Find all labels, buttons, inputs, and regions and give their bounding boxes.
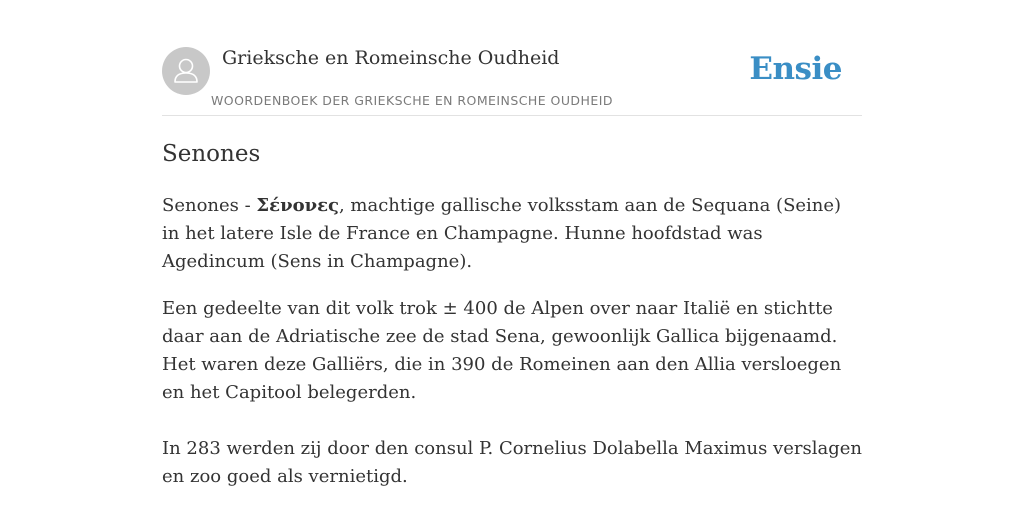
source-avatar[interactable]: [162, 47, 210, 95]
entry-title: Senones: [162, 141, 261, 167]
entry-paragraph-3: In 283 werden zij door den consul P. Cornelius Dolabella Maximus verslagen en zoo goed als vernietigd.: [162, 438, 862, 487]
ensie-logo[interactable]: Ensie: [749, 51, 842, 87]
page: [162, 0, 862, 512]
user-silhouette-icon: [162, 47, 210, 95]
source-header: [162, 0, 862, 116]
source-subtitle: WOORDENBOEK DER GRIEKSCHE EN ROMEINSCHE OUDHEID: [211, 93, 613, 108]
entry-definition: , machtige gallische volksstam aan de Sequana (Seine) in het latere Isle de France en Champagne. Hunne hoofdstad was Agedincum (Sens in Champagne).: [162, 195, 842, 272]
entry-paragraph-1: [162, 192, 862, 276]
greek-term: Σένονες: [256, 195, 339, 216]
entry-body: [162, 192, 862, 491]
entry-paragraph-2: Een gedeelte van dit volk trok ± 400 de Alpen over naar Italië en stichtte daar aan de Adriatische zee de stad Sena, gewoonlijk Gallica bijgenaamd. Het waren deze Galliërs, die in 390 de Romeinen aan den Allia versloegen en het Capitool belegerden.: [162, 298, 842, 403]
source-title[interactable]: Grieksche en Romeinsche Oudheid: [222, 47, 560, 69]
entry-term: Senones -: [162, 195, 257, 216]
